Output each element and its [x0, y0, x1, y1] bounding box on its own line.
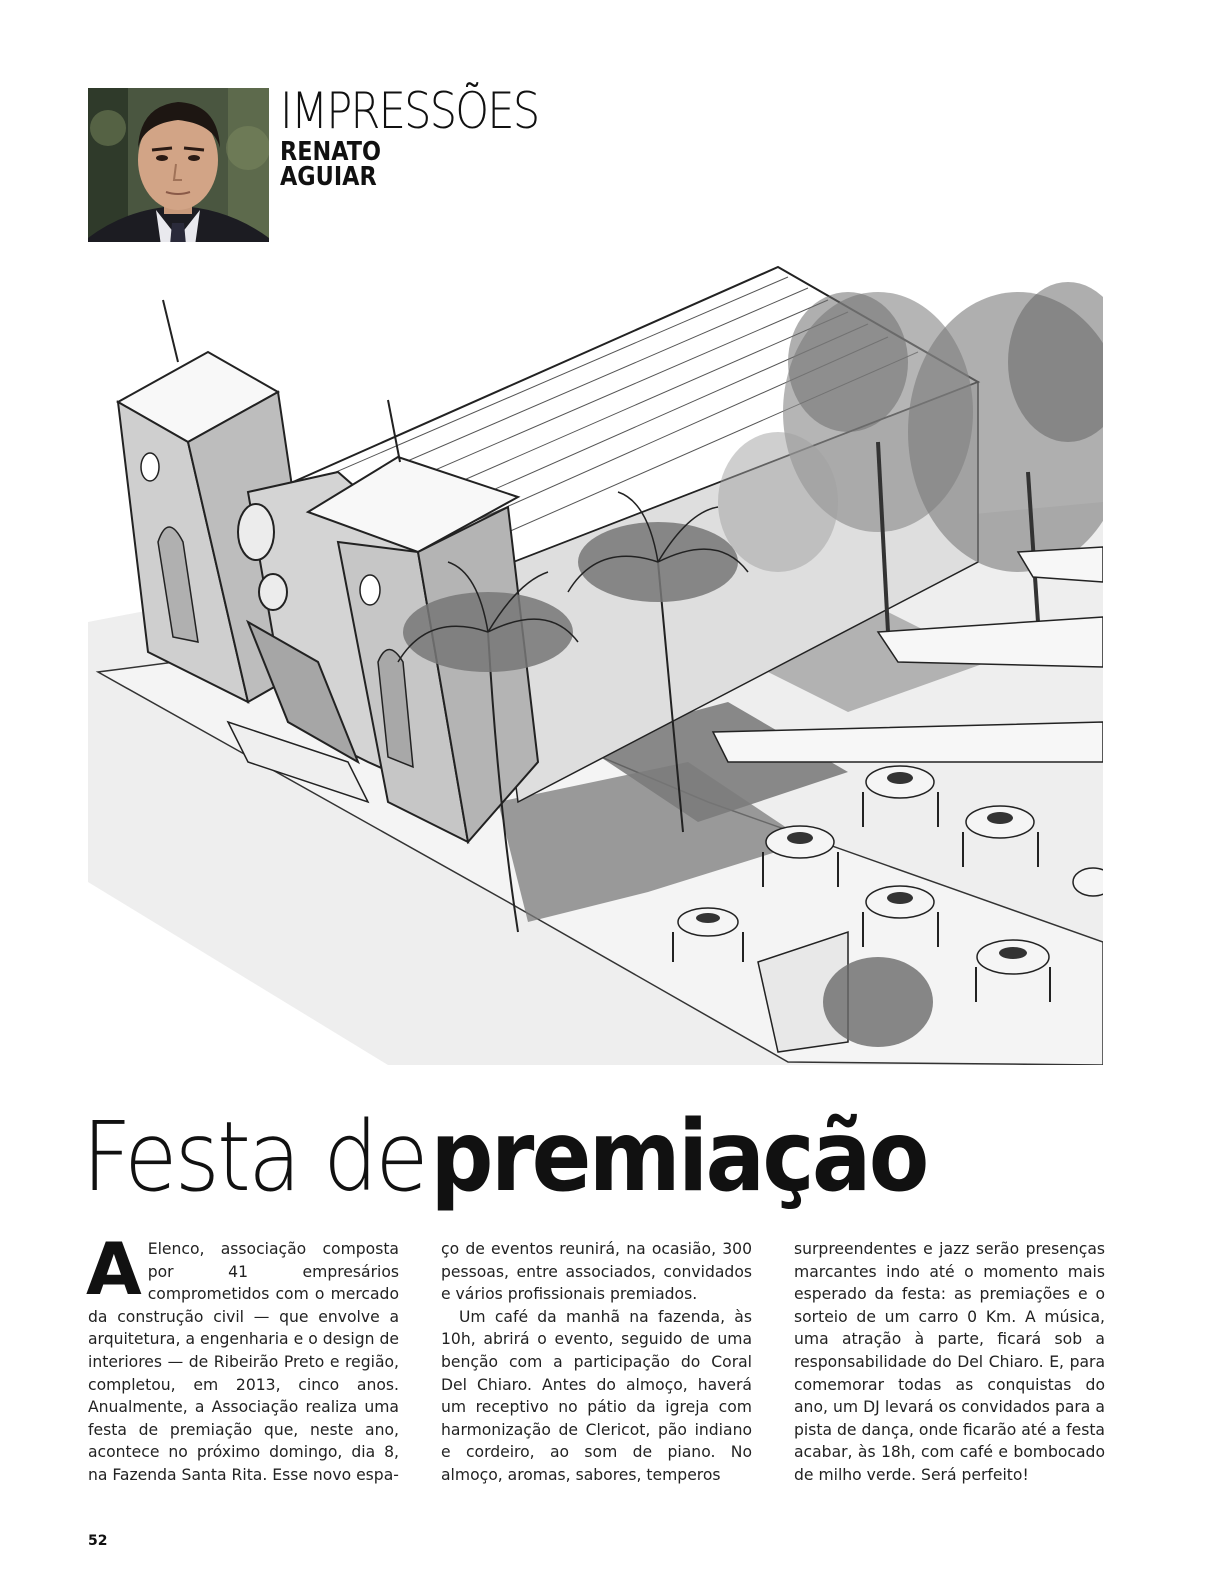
column-2-paragraph-1: ço de eventos reunirá, na ocasião, 300 pessoas, entre associados, convidados e vários profissionais premiados.: [441, 1240, 752, 1304]
column-header: [280, 82, 581, 190]
column-2-paragraph-2: Um café da manhã na fazenda, às 10h, abrirá o evento, seguido de uma benção com a participação do Coral Del Chiaro. Antes do almoço, haverá um receptivo no pátio da igreja com harmonização de Clericot, pão indiano e cordeiro, ao som de piano. No almoço, aromas, sabores, temperos: [441, 1307, 752, 1484]
article-column-3: [794, 1238, 1105, 1487]
author-portrait-image: [88, 88, 269, 267]
page-number: 52: [88, 1533, 108, 1549]
article-column-2: [441, 1238, 752, 1487]
headline-light: Festa de: [82, 1101, 426, 1213]
drop-cap: A: [86, 1227, 142, 1311]
headline-bold: premiação: [430, 1100, 927, 1214]
column-3-text: surpreendentes e jazz serão presenças marcantes indo até o momento mais esperado da festa: as premiações e o sorteio de um carro 0 Km. A música, uma atração à parte, ficará sob a responsabilidade do Del Chiaro. E, para comemorar todas as conquistas do ano, um DJ levará os convidados para a pista de dança, onde ficarão até a festa acabar, às 18h, com café e bombocado de milho verde. Será perfeito!: [794, 1240, 1105, 1484]
section-title: IMPRESSÕES: [280, 82, 539, 140]
author-photo: [88, 88, 269, 267]
article-headline: [82, 1100, 1020, 1214]
author-first-name: RENATO: [280, 137, 382, 167]
author-last-name: AGUIAR: [280, 162, 377, 192]
article-column-1: [86, 1227, 399, 1487]
column-1-text: Elenco, associação composta por 41 empresários comprometidos com o mercado da construção civil — que envolve a arquitetura, a engenharia e o design de interiores — de Ribeirão Preto e região, completou, em 2013, cinco anos. Anualmente, a Associação realiza uma festa de premiação que, neste ano, acontece no próximo domingo, dia 8, na Fazenda Santa Rita. Esse novo espa-: [88, 1240, 399, 1484]
church-event-illustration: [88, 242, 1103, 1065]
